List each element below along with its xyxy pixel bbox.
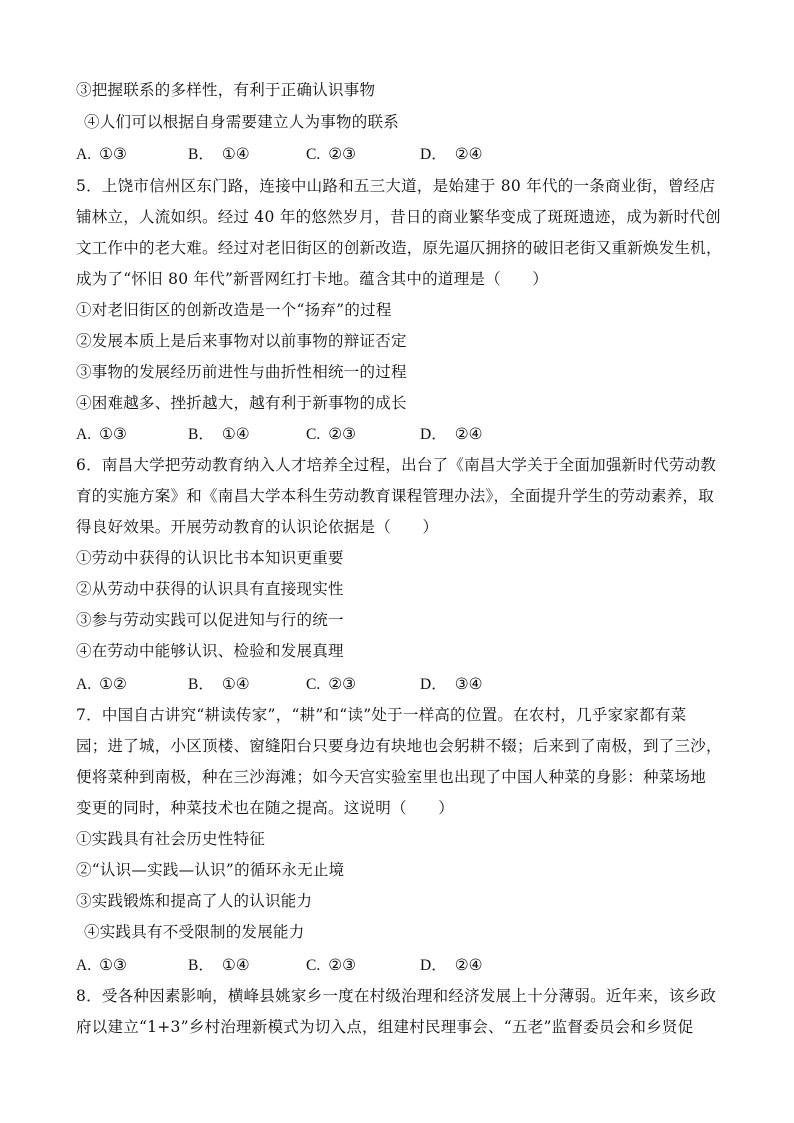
q6-stem-line: 6．南昌大学把劳动教育纳入人才培养全过程，出台了《南昌大学关于全面加强新时代劳动教 (76, 456, 717, 474)
q6-stem-line: 得良好效果。开展劳动教育的认识论依据是（ ） (76, 518, 439, 536)
q8-stem-line: 8．受各种因素影响，横峰县姚家乡一度在村级治理和经济发展上十分薄弱。近年来，该乡政 (76, 987, 717, 1005)
q7-stem-line: 变更的同时，种菜技术也在随之提高。这说明（ ） (76, 799, 455, 817)
q7-statement: ②“认识—实践—认识”的循环永无止境 (76, 861, 345, 879)
q7-answer-options (76, 955, 726, 975)
q7-statement: ④实践具有不受限制的发展能力 (84, 923, 305, 941)
option-d: D． ②④ (420, 425, 483, 443)
q5-statement: ③事物的发展经历前进性与曲折性相统一的过程 (76, 363, 407, 381)
q6-statement: ②从劳动中获得的认识具有直接现实性 (76, 580, 344, 598)
q6-statement: ④在劳动中能够认识、检验和发展真理 (76, 642, 344, 660)
option-b: B． ①④ (188, 145, 250, 163)
q5-statement: ②发展本质上是后来事物对以前事物的辩证否定 (76, 332, 407, 350)
q7-stem-line: 便将菜种到南极，种在三沙海滩；如今天宫实验室里也出现了中国人种菜的身影：种菜场地 (76, 768, 707, 786)
q6-answer-options (76, 674, 726, 694)
option-d: D． ②④ (420, 956, 483, 974)
option-a: A. ①③ (76, 425, 127, 443)
q5-stem-line: 文工作中的老大难。经过对老旧街区的创新改造，原先逼仄拥挤的破旧老街又重新焕发生机， (76, 239, 722, 257)
q8-stem-line: 府以建立“1+3”乡村治理新模式为切入点，组建村民理事会、“五老”监督委员会和乡贤促 (76, 1018, 694, 1036)
q5-stem-line: 5．上饶市信州区东门路，连接中山路和五三大道，是始建于 80 年代的一条商业街，曾经店 (76, 177, 716, 195)
option-a: A. ①③ (76, 145, 127, 163)
option-b: B． ①④ (188, 675, 250, 693)
statement-3: ③把握联系的多样性，有利于正确认识事物 (76, 81, 376, 99)
option-d: D． ③④ (420, 675, 483, 693)
q7-statement: ③实践锻炼和提高了人的认识能力 (76, 892, 313, 910)
q7-stem-line: 7．中国自古讲究“耕读传家”，“耕”和“读”处于一样高的位置。在农村，几乎家家都有菜 (76, 706, 687, 724)
option-c: C. ②③ (306, 675, 357, 693)
q7-stem-line: 园；进了城，小区顶楼、窗缝阳台只要身边有块地也会躬耕不辍；后来到了南极，到了三沙， (76, 737, 722, 755)
q5-statement: ①对老旧街区的创新改造是一个“扬弃”的过程 (76, 301, 392, 319)
q6-statement: ③参与劳动实践可以促进知与行的统一 (76, 611, 344, 629)
option-b: B． ①④ (188, 425, 250, 443)
q7-statement: ①实践具有社会历史性特征 (76, 830, 266, 848)
option-d: D． ②④ (420, 145, 483, 163)
q5-answer-options (76, 424, 726, 444)
q6-statement: ①劳动中获得的认识比书本知识更重要 (76, 549, 344, 567)
q5-stem-line: 成为了“怀旧 80 年代”新晋网红打卡地。蕴含其中的道理是（ ） (76, 270, 549, 288)
q6-stem-line: 育的实施方案》和《南昌大学本科生劳动教育课程管理办法》，全面提升学生的劳动素养，取 (76, 487, 715, 505)
option-c: C. ②③ (306, 425, 357, 443)
option-b: B． ①④ (188, 956, 250, 974)
answer-options (76, 144, 726, 164)
statement-4: ④人们可以根据自身需要建立人为事物的联系 (84, 113, 400, 131)
option-a: A. ①② (76, 675, 127, 693)
option-c: C. ②③ (306, 956, 357, 974)
option-a: A. ①③ (76, 956, 127, 974)
option-c: C. ②③ (306, 145, 357, 163)
q5-stem-line: 铺林立，人流如织。经过 40 年的悠然岁月，昔日的商业繁华变成了斑斑遗迹，成为新时代创 (76, 208, 721, 226)
q5-statement: ④困难越多、挫折越大，越有利于新事物的成长 (76, 394, 407, 412)
